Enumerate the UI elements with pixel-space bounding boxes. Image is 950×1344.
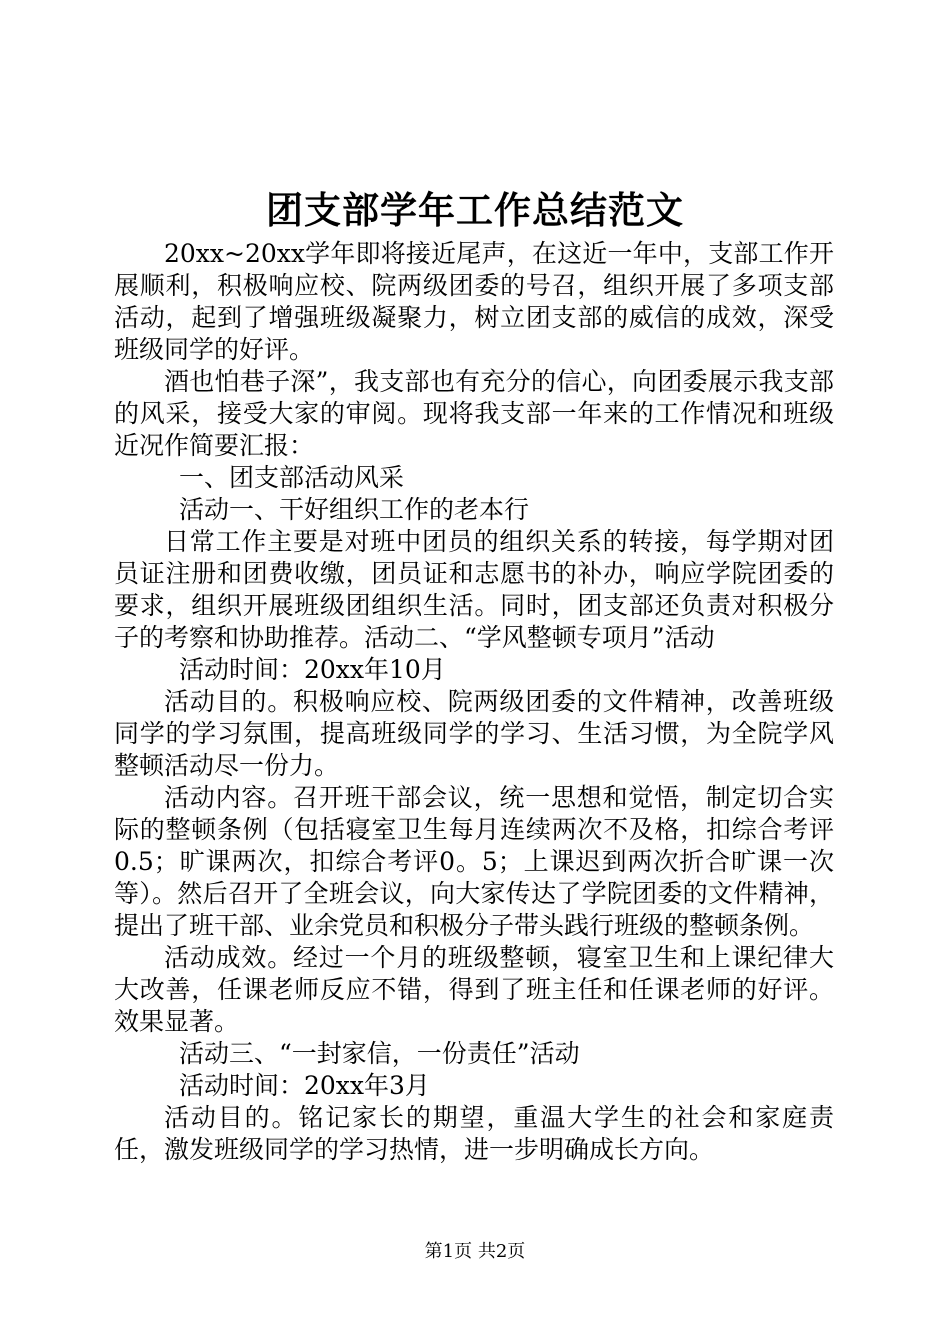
activity-two-content: 活动内容。召开班干部会议，统一思想和觉悟，制定切合实际的整顿条例（包括寝室卫生每月连续两次不及格，扣综合考评0.5；旷课两次，扣综合考评0。5；上课迟到两次折合旷课一次等）。然后召开了全班会议，向大家传达了学院团委的文件精神，提出了班干部、业余党员和积极分子带头践行班级的整顿条例。 xyxy=(114,783,834,940)
document-body xyxy=(114,238,834,1166)
activity-two-purpose: 活动目的。积极响应校、院两级团委的文件精神，改善班级同学的学习氛围，提高班级同学的学习、生活习惯，为全院学风整顿活动尽一份力。 xyxy=(114,687,834,780)
activity-three-time: 活动时间：20xx年3月 xyxy=(179,1071,430,1100)
activity-three-heading: 活动三、“一封家信，一份责任”活动 xyxy=(179,1039,580,1068)
section-heading: 一、团支部活动风采 xyxy=(179,463,405,492)
activity-three-purpose: 活动目的。铭记家长的期望，重温大学生的社会和家庭责任，激发班级同学的学习热情，进一步明确成长方向。 xyxy=(114,1103,834,1164)
paragraph-intro: 20xx~20xx学年即将接近尾声，在这近一年中，支部工作开展顺利，积极响应校、院两级团委的号召，组织开展了多项支部活动，起到了增强班级凝聚力，树立团支部的威信的成效，深受班级同学的好评。 xyxy=(114,239,834,364)
activity-two-time: 活动时间：20xx年10月 xyxy=(179,655,446,684)
paragraph-daily-work: 日常工作主要是对班中团员的组织关系的转接，每学期对团员证注册和团费收缴，团员证和志愿书的补办，响应学院团委的要求，组织开展班级团组织生活。同时，团支部还负责对积极分子的考察和协助推荐。活动二、“学风整顿专项月”活动 xyxy=(114,527,834,652)
activity-one-heading: 活动一、干好组织工作的老本行 xyxy=(179,495,530,524)
activity-two-result: 活动成效。经过一个月的班级整顿，寝室卫生和上课纪律大大改善，任课老师反应不错，得到了班主任和任课老师的好评。效果显著。 xyxy=(114,943,834,1036)
paragraph-report: 酒也怕巷子深”，我支部也有充分的信心，向团委展示我支部的风采，接受大家的审阅。现将我支部一年来的工作情况和班级近况作简要汇报： xyxy=(114,367,834,460)
page-footer: 第1页 共2页 xyxy=(424,1241,526,1262)
document-title: 团支部学年工作总结范文 xyxy=(266,188,684,232)
